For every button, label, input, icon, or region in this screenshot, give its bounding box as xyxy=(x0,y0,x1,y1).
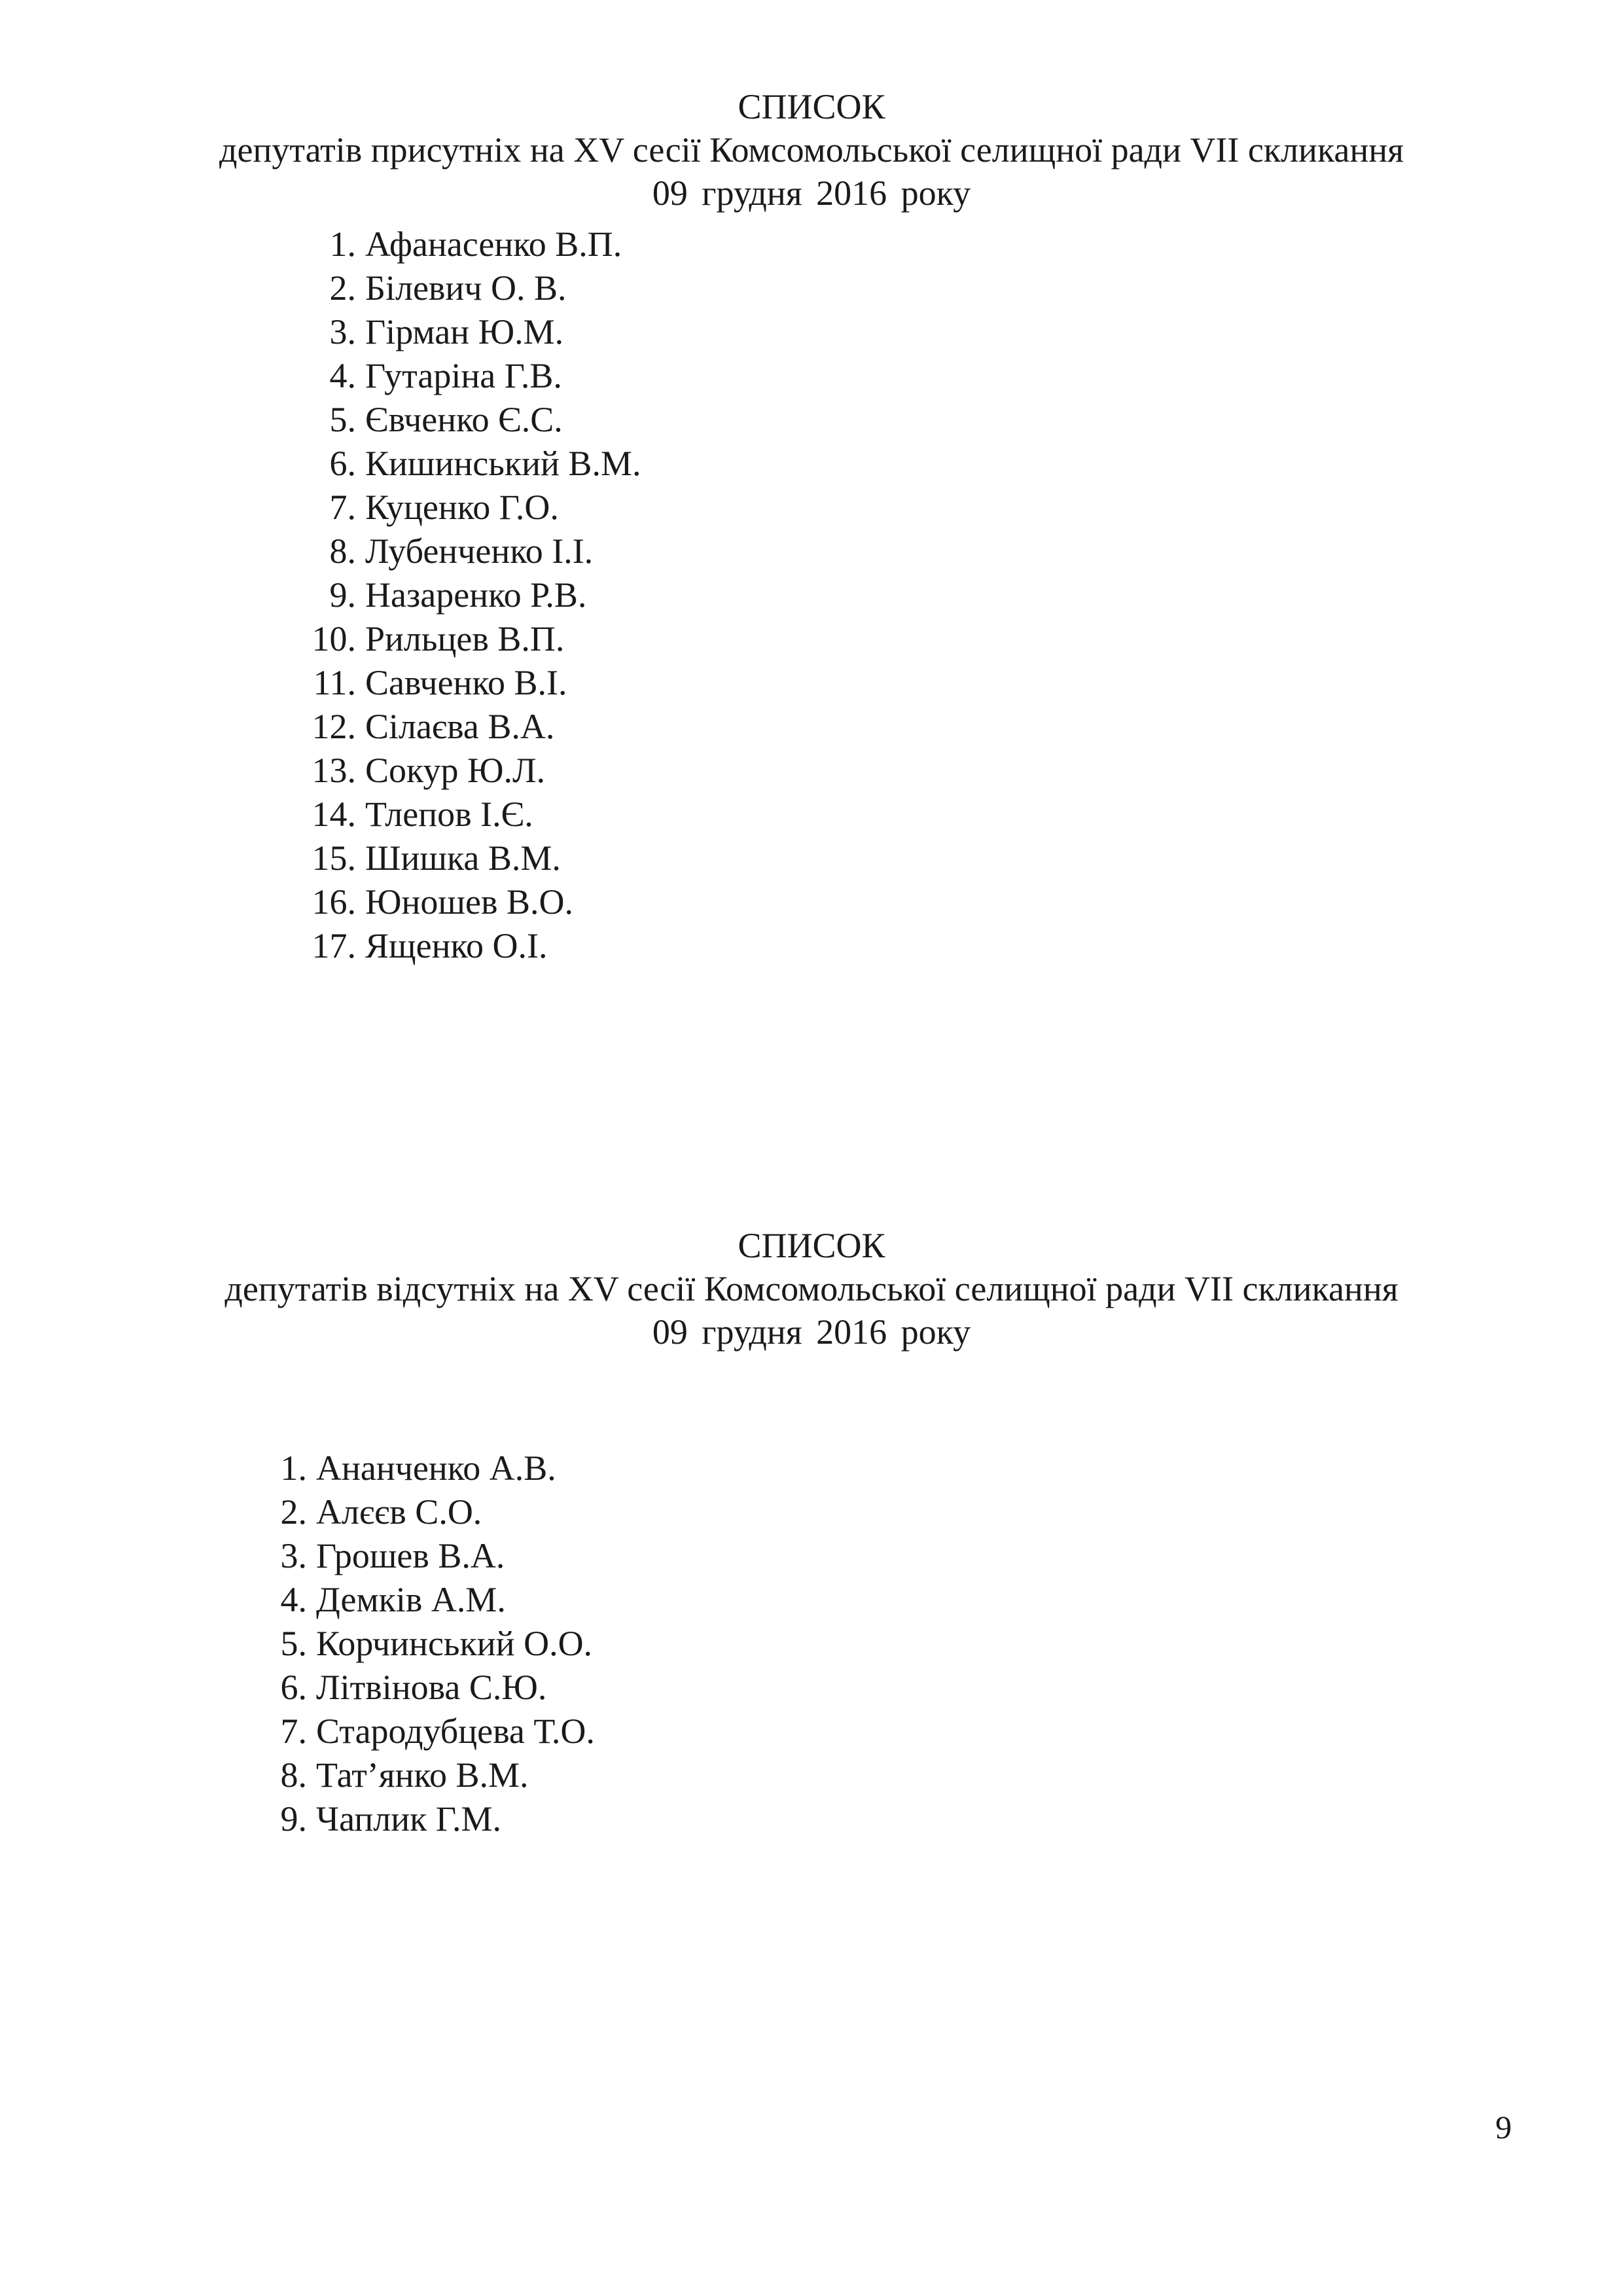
list-item xyxy=(308,354,641,398)
list-item-number: 14. xyxy=(312,795,356,834)
deputy-name: Чаплик Г.М. xyxy=(316,1799,501,1839)
list-item xyxy=(308,661,641,705)
list-item-number: 1. xyxy=(329,224,356,264)
list-item-number: 5. xyxy=(329,400,356,439)
deputy-name: Літвінова С.Ю. xyxy=(316,1668,547,1707)
list-item xyxy=(308,486,641,529)
deputy-name: Євченко Є.С. xyxy=(365,400,563,439)
absent-deputies-section xyxy=(0,1224,1623,1839)
list-item-number: 3. xyxy=(280,1536,307,1575)
list-item xyxy=(259,1578,595,1622)
list-item xyxy=(259,1666,595,1710)
list-item-number: 11. xyxy=(313,663,356,702)
present-list-title: СПИСОК xyxy=(738,87,885,126)
absent-list-subtitle: депутатів відсутніх на XV сесії Комсомольської селищної ради VII скликання xyxy=(224,1269,1399,1308)
list-item xyxy=(308,573,641,617)
list-item-number: 12. xyxy=(312,707,356,746)
list-item-number: 8. xyxy=(280,1755,307,1795)
deputy-name: Сілаєва В.А. xyxy=(365,707,555,746)
deputy-name: Тлепов І.Є. xyxy=(365,795,533,834)
deputy-name: Савченко В.І. xyxy=(365,663,567,702)
list-item xyxy=(259,1622,595,1666)
deputy-name: Грошев В.А. xyxy=(316,1536,505,1575)
deputy-name: Гірман Ю.М. xyxy=(365,312,564,351)
list-item-number: 4. xyxy=(329,356,356,395)
list-item-number: 8. xyxy=(329,531,356,571)
list-item-number: 3. xyxy=(329,312,356,351)
list-item xyxy=(308,705,641,749)
list-item-number: 16. xyxy=(312,882,356,922)
list-item xyxy=(308,223,641,266)
list-item xyxy=(308,793,641,836)
present-list-date: 09 грудня 2016 року xyxy=(652,173,971,213)
list-item xyxy=(308,924,641,968)
list-item-number: 15. xyxy=(312,838,356,878)
list-item-number: 2. xyxy=(280,1492,307,1532)
absent-list-date: 09 грудня 2016 року xyxy=(652,1312,971,1352)
deputy-name: Шишка В.М. xyxy=(365,838,561,878)
list-item xyxy=(308,617,641,661)
deputy-name: Лубенченко І.І. xyxy=(365,531,594,571)
list-item xyxy=(308,310,641,354)
deputy-name: Гутаріна Г.В. xyxy=(365,356,562,395)
absent-list-title: СПИСОК xyxy=(738,1226,885,1265)
deputy-name: Демків А.М. xyxy=(316,1580,506,1619)
list-item-number: 5. xyxy=(280,1624,307,1663)
deputy-name: Стародубцева Т.О. xyxy=(316,1712,595,1751)
list-item-number: 7. xyxy=(280,1712,307,1751)
deputy-name: Назаренко Р.В. xyxy=(365,575,587,615)
deputy-name: Афанасенко В.П. xyxy=(365,224,622,264)
list-item xyxy=(308,749,641,793)
deputy-name: Тат’янко В.М. xyxy=(316,1755,529,1795)
deputy-name: Ананченко А.В. xyxy=(316,1448,556,1488)
list-item-number: 9. xyxy=(280,1799,307,1839)
list-item xyxy=(308,266,641,310)
list-item-number: 17. xyxy=(312,926,356,965)
list-item xyxy=(308,529,641,573)
list-item-number: 1. xyxy=(280,1448,307,1488)
present-deputies-section xyxy=(0,85,1623,965)
deputy-name: Сокур Ю.Л. xyxy=(365,751,546,790)
list-item-number: 7. xyxy=(329,488,356,527)
present-list-subtitle: депутатів присутніх на XV сесії Комсомольської селищної ради VII скликання xyxy=(219,130,1404,170)
present-deputies-list xyxy=(308,223,641,968)
deputy-name: Ященко О.І. xyxy=(365,926,548,965)
list-item-number: 2. xyxy=(329,268,356,308)
list-item xyxy=(259,1797,595,1841)
deputy-name: Куценко Г.О. xyxy=(365,488,559,527)
list-item-number: 9. xyxy=(329,575,356,615)
list-item xyxy=(308,836,641,880)
list-item-number: 10. xyxy=(312,619,356,658)
list-item-number: 4. xyxy=(280,1580,307,1619)
list-item xyxy=(308,398,641,442)
list-item-number: 13. xyxy=(312,751,356,790)
list-item-number: 6. xyxy=(329,444,356,483)
page-number: 9 xyxy=(1495,2109,1512,2145)
deputy-name: Юношев В.О. xyxy=(365,882,573,922)
deputy-name: Алєєв С.О. xyxy=(316,1492,482,1532)
list-item xyxy=(259,1534,595,1578)
list-item xyxy=(308,442,641,486)
deputy-name: Корчинський О.О. xyxy=(316,1624,593,1663)
list-item-number: 6. xyxy=(280,1668,307,1707)
list-item xyxy=(308,880,641,924)
deputy-name: Рильцев В.П. xyxy=(365,619,565,658)
deputy-name: Кишинський В.М. xyxy=(365,444,641,483)
deputy-name: Білевич О. В. xyxy=(365,268,567,308)
absent-deputies-list xyxy=(259,1446,595,1841)
list-item xyxy=(259,1710,595,1753)
list-item xyxy=(259,1446,595,1490)
list-item xyxy=(259,1490,595,1534)
list-item xyxy=(259,1753,595,1797)
